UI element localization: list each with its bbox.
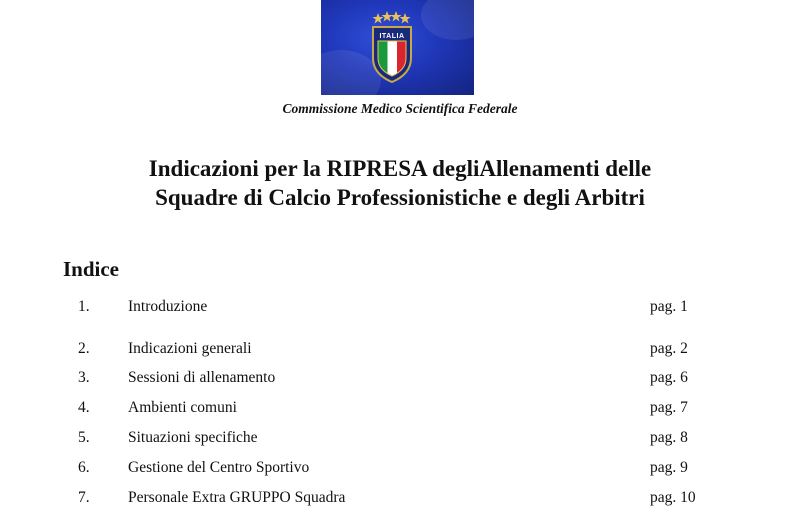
title-line-2: Squadre di Calcio Professionistiche e degli Arbitri bbox=[155, 185, 645, 210]
title-line-1: Indicazioni per la RIPRESA degliAllenamenti delle bbox=[148, 156, 652, 181]
toc-item[interactable] bbox=[0, 429, 800, 449]
index-heading: Indice bbox=[63, 257, 120, 281]
toc-item-number: 5. bbox=[78, 429, 90, 446]
toc-item-label: Gestione del Centro Sportivo bbox=[128, 459, 310, 476]
document-title bbox=[0, 154, 800, 212]
toc-item-page: pag. 7 bbox=[650, 399, 688, 416]
toc-item-label: Sessioni di allenamento bbox=[128, 369, 276, 386]
toc-item-label: Ambienti comuni bbox=[128, 399, 237, 416]
toc-item-page: pag. 9 bbox=[650, 459, 688, 476]
toc-item[interactable] bbox=[0, 459, 800, 479]
toc-item-number: 6. bbox=[78, 459, 90, 476]
toc-item-number: 3. bbox=[78, 369, 90, 386]
figc-logo-image bbox=[321, 0, 474, 95]
toc-item-page: pag. 6 bbox=[650, 369, 688, 386]
stars-icon bbox=[373, 11, 411, 24]
toc-item-page: pag. 1 bbox=[650, 298, 688, 315]
toc-item-label: Personale Extra GRUPPO Squadra bbox=[128, 489, 346, 506]
toc-item[interactable] bbox=[0, 298, 800, 318]
italia-crest-icon bbox=[321, 0, 474, 95]
toc-item-page: pag. 2 bbox=[650, 340, 688, 357]
toc-item[interactable] bbox=[0, 340, 800, 360]
toc-item[interactable] bbox=[0, 399, 800, 419]
crest-text: ITALIA bbox=[379, 33, 405, 40]
toc-item[interactable] bbox=[0, 489, 800, 509]
toc-item-page: pag. 8 bbox=[650, 429, 688, 446]
toc-item-label: Situazioni specifiche bbox=[128, 429, 258, 446]
toc-item-number: 1. bbox=[78, 298, 90, 315]
toc-item[interactable] bbox=[0, 369, 800, 389]
toc-item-number: 4. bbox=[78, 399, 90, 416]
toc-item-number: 7. bbox=[78, 489, 90, 506]
commission-subtitle: Commissione Medico Scientifica Federale bbox=[282, 101, 518, 116]
toc-item-number: 2. bbox=[78, 340, 90, 357]
toc-item-label: Introduzione bbox=[128, 298, 208, 315]
toc-item-label: Indicazioni generali bbox=[128, 340, 252, 357]
toc-item-page: pag. 10 bbox=[650, 489, 696, 506]
